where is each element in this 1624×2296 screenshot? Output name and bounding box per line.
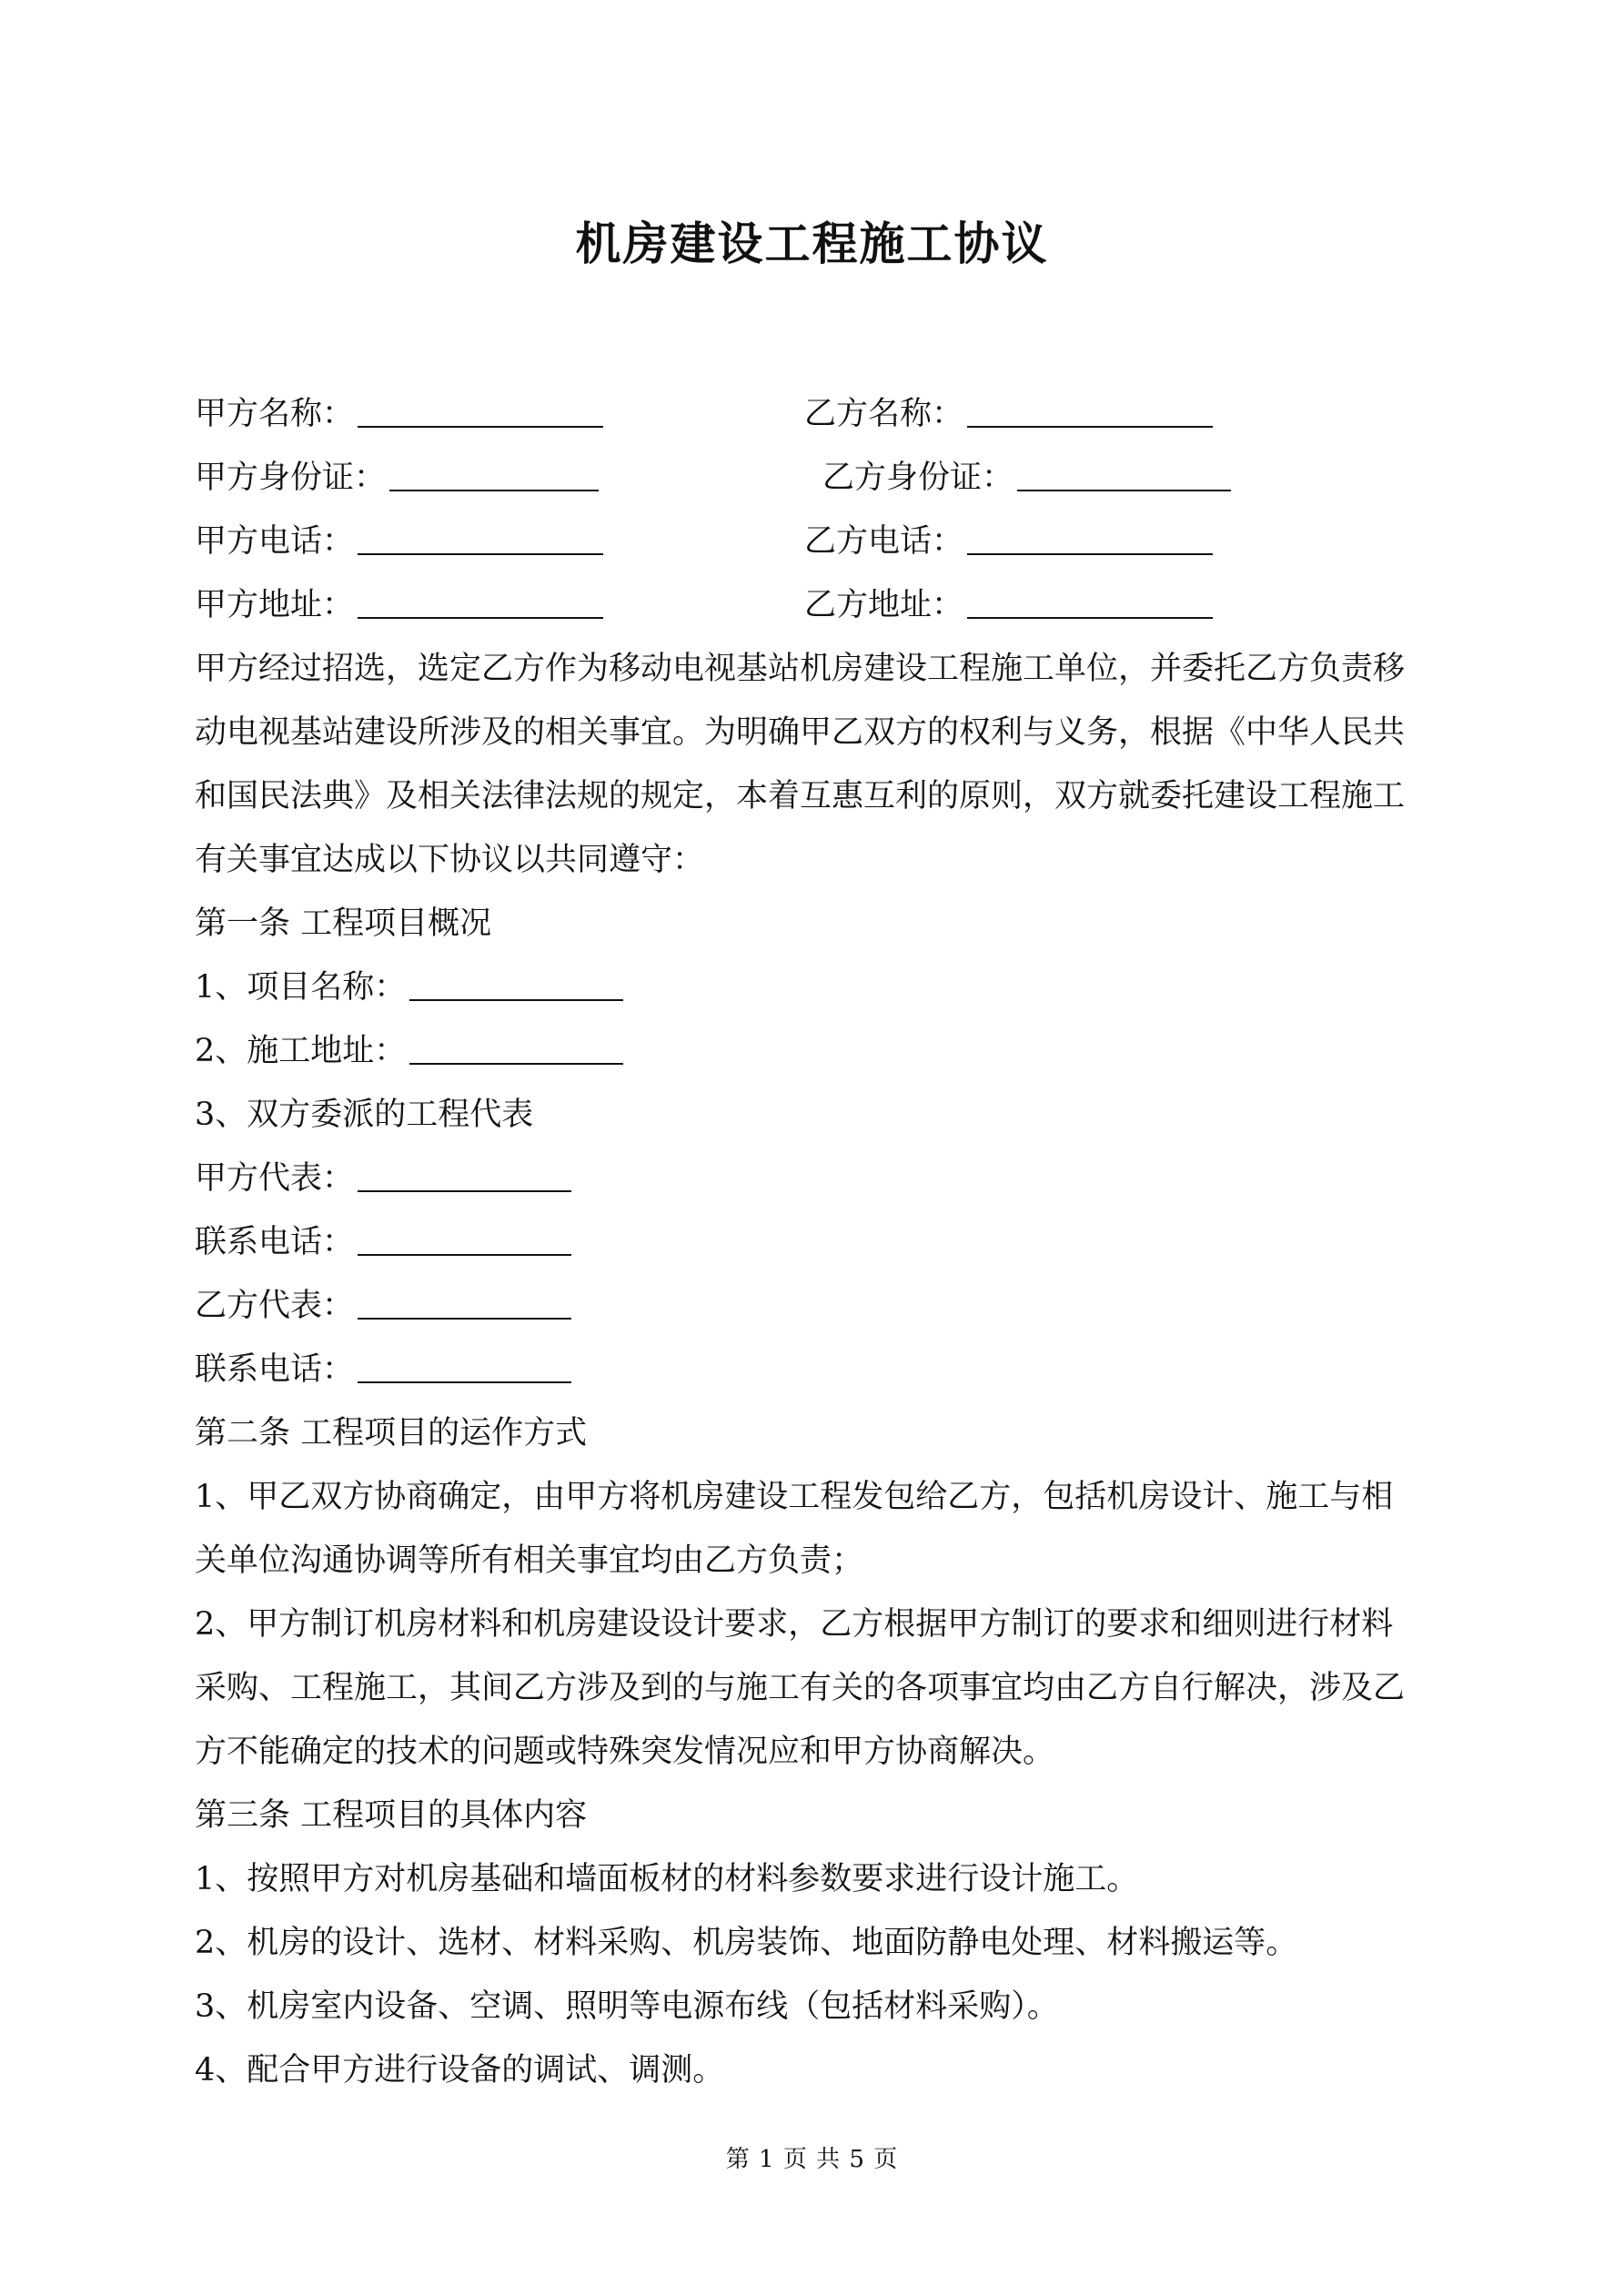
rep-b-phone-field bbox=[195, 1338, 1441, 1401]
article3-item: 2、机房的设计、选材、材料采购、机房装饰、地面防静电处理、材料搬运等。 bbox=[195, 1925, 1298, 1961]
party-a-address-blank bbox=[358, 584, 603, 619]
document-title: 机房建设工程施工协议 bbox=[575, 217, 1049, 270]
parties-row-id bbox=[195, 446, 1441, 510]
rep-b-field bbox=[195, 1274, 1441, 1338]
party-b-id-label: 乙方身份证： bbox=[822, 460, 1014, 496]
project-name-label: 1、项目名称： bbox=[195, 969, 407, 1006]
party-a-id-blank bbox=[389, 457, 599, 491]
party-a-phone-field bbox=[195, 510, 603, 573]
rep-a-blank bbox=[358, 1158, 571, 1192]
project-name-blank bbox=[409, 966, 623, 1001]
preamble-line: 甲方经过招选，选定乙方作为移动电视基站机房建设工程施工单位，并委托乙方负责移 bbox=[195, 651, 1406, 687]
party-a-name-blank bbox=[358, 393, 603, 428]
party-b-address-blank bbox=[967, 584, 1213, 619]
document-body bbox=[195, 382, 1441, 2102]
party-a-phone-label: 甲方电话： bbox=[195, 523, 355, 560]
rep-a-field bbox=[195, 1147, 1441, 1210]
project-name-field bbox=[195, 956, 1441, 1019]
rep-b-phone-blank bbox=[358, 1349, 571, 1383]
article2-item1-line: 1、甲乙双方协商确定，由甲方将机房建设工程发包给乙方，包括机房设计、施工与相 bbox=[195, 1479, 1394, 1515]
party-b-id-blank bbox=[1017, 457, 1231, 491]
party-b-phone-field bbox=[804, 510, 1213, 573]
party-b-phone-blank bbox=[967, 521, 1213, 555]
party-a-name-label: 甲方名称： bbox=[195, 396, 355, 432]
article2-item2-line: 采购、工程施工，其间乙方涉及到的与施工有关的各项事宜均由乙方自行解决，涉及乙 bbox=[195, 1670, 1406, 1706]
article2-item2-line: 方不能确定的技术的问题或特殊突发情况应和甲方协商解决。 bbox=[195, 1734, 1055, 1770]
article3-item: 3、机房室内设备、空调、照明等电源布线（包括材料采购）。 bbox=[195, 1988, 1059, 2025]
parties-row-phone bbox=[195, 510, 1441, 573]
party-a-id-label: 甲方身份证： bbox=[195, 460, 387, 496]
party-b-name-label: 乙方名称： bbox=[804, 396, 964, 432]
rep-b-blank bbox=[358, 1285, 571, 1320]
site-address-blank bbox=[409, 1030, 623, 1065]
preamble-line: 有关事宜达成以下协议以共同遵守： bbox=[195, 842, 705, 878]
party-a-name-field bbox=[195, 382, 603, 446]
party-b-name-field bbox=[804, 382, 1213, 446]
article3-item: 4、配合甲方进行设备的调试、调测。 bbox=[195, 2052, 725, 2089]
article2-item1-line: 关单位沟通协调等所有相关事宜均由乙方负责； bbox=[195, 1542, 864, 1579]
parties-row-name bbox=[195, 382, 1441, 446]
rep-b-phone-label: 联系电话： bbox=[195, 1351, 355, 1388]
article1-heading: 第一条 工程项目概况 bbox=[195, 905, 492, 942]
page-footer: 第 1 页 共 5 页 bbox=[725, 2146, 899, 2173]
article3-heading: 第三条 工程项目的具体内容 bbox=[195, 1797, 588, 1834]
party-b-phone-label: 乙方电话： bbox=[804, 523, 964, 560]
party-a-phone-blank bbox=[358, 521, 603, 555]
parties-row-address bbox=[195, 573, 1441, 637]
preamble-line: 和国民法典》及相关法律法规的规定，本着互惠互利的原则，双方就委托建设工程施工 bbox=[195, 778, 1406, 814]
rep-a-phone-blank bbox=[358, 1221, 571, 1256]
article2-item2-line: 2、甲方制订机房材料和机房建设设计要求，乙方根据甲方制订的要求和细则进行材料 bbox=[195, 1606, 1394, 1643]
party-a-id-field bbox=[195, 446, 599, 510]
rep-a-label: 甲方代表： bbox=[195, 1160, 355, 1197]
site-address-field bbox=[195, 1019, 1441, 1083]
rep-a-phone-field bbox=[195, 1210, 1441, 1274]
rep-b-label: 乙方代表： bbox=[195, 1288, 355, 1324]
rep-a-phone-label: 联系电话： bbox=[195, 1224, 355, 1260]
party-b-address-field bbox=[804, 573, 1213, 637]
party-b-name-blank bbox=[967, 393, 1213, 428]
party-a-address-field bbox=[195, 573, 603, 637]
party-a-address-label: 甲方地址： bbox=[195, 587, 355, 623]
party-b-id-field bbox=[822, 446, 1231, 510]
representatives-item: 3、双方委派的工程代表 bbox=[195, 1097, 534, 1133]
preamble-line: 动电视基站建设所涉及的相关事宜。为明确甲乙双方的权利与义务，根据《中华人民共 bbox=[195, 714, 1406, 751]
article2-heading: 第二条 工程项目的运作方式 bbox=[195, 1415, 588, 1451]
party-b-address-label: 乙方地址： bbox=[804, 587, 964, 623]
article3-item: 1、按照甲方对机房基础和墙面板材的材料参数要求进行设计施工。 bbox=[195, 1861, 1139, 1897]
site-address-label: 2、施工地址： bbox=[195, 1033, 407, 1069]
